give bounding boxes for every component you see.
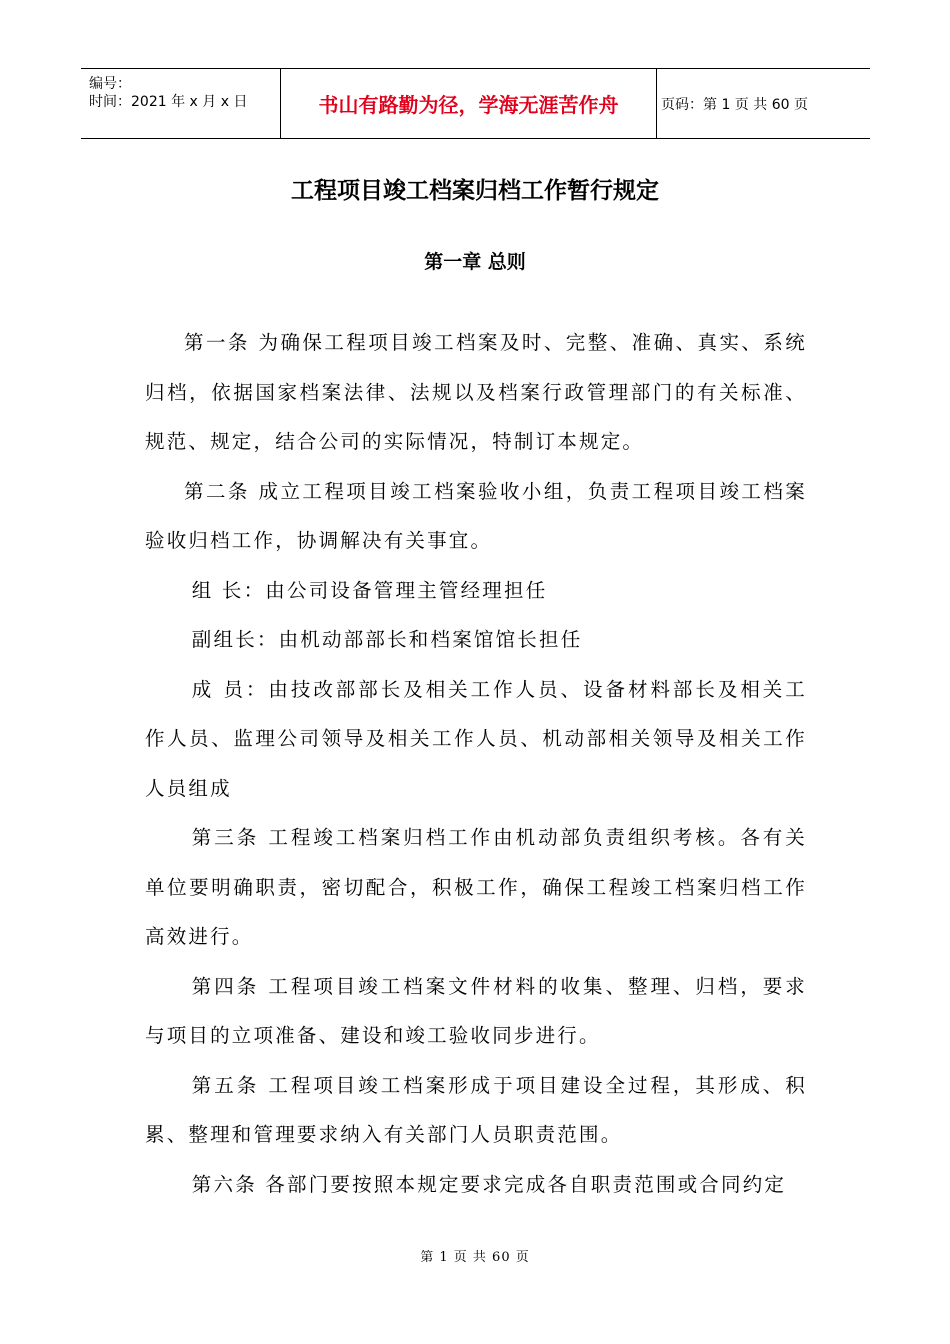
page-info: 页码：第 1 页 共 60 页	[661, 96, 808, 113]
paragraph-group-leader: 组 长：由公司设备管理主管经理担任	[191, 578, 548, 602]
document-title: 工程项目竣工档案归档工作暂行规定	[291, 178, 659, 204]
chapter-title: 第一章 总则	[424, 251, 526, 273]
header-meta-cell	[81, 69, 281, 138]
paragraph-article-5: 第五条 工程项目竣工档案形成于项目建设全过程，其形成、积累、整理和管理要求纳入有关部门人员职责范围。	[145, 1073, 807, 1146]
page-footer: 第 1 页 共 60 页	[420, 1250, 530, 1265]
motto-text: 书山有路勤为径，学海无涯苦作舟	[318, 93, 619, 117]
document-body	[145, 318, 807, 1209]
paragraph-members: 成 员：由技改部部长及相关工作人员、设备材料部长及相关工作人员、监理公司领导及相关工作人员、机动部相关领导及相关工作人员组成	[145, 677, 807, 800]
paragraph-article-3: 第三条 工程竣工档案归档工作由机动部负责组织考核。各有关单位要明确职责，密切配合，积极工作，确保工程竣工档案归档工作高效进行。	[145, 826, 807, 948]
header-motto-cell	[281, 69, 657, 138]
header-table	[81, 68, 870, 139]
header-page-cell	[657, 69, 870, 138]
paragraph-deputy-leader: 副组长：由机动部部长和档案馆馆长担任	[191, 628, 583, 651]
date-label: 时间：2021 年 x 月 x 日	[89, 94, 248, 110]
paragraph-article-1: 第一条 为确保工程项目竣工档案及时、完整、准确、真实、系统归档，依据国家档案法律、法规以及档案行政管理部门的有关标准、规范、规定，结合公司的实际情况，特制订本规定。	[145, 331, 807, 453]
paragraph-article-4: 第四条 工程项目竣工档案文件材料的收集、整理、归档，要求与项目的立项准备、建设和竣工验收同步进行。	[145, 974, 807, 1047]
number-label: 编号：	[89, 76, 131, 92]
paragraph-article-2: 第二条 成立工程项目竣工档案验收小组，负责工程项目竣工档案验收归档工作，协调解决有关事宜。	[145, 479, 807, 552]
paragraph-article-6: 第六条 各部门要按照本规定要求完成各自职责范围或合同约定	[191, 1172, 787, 1196]
